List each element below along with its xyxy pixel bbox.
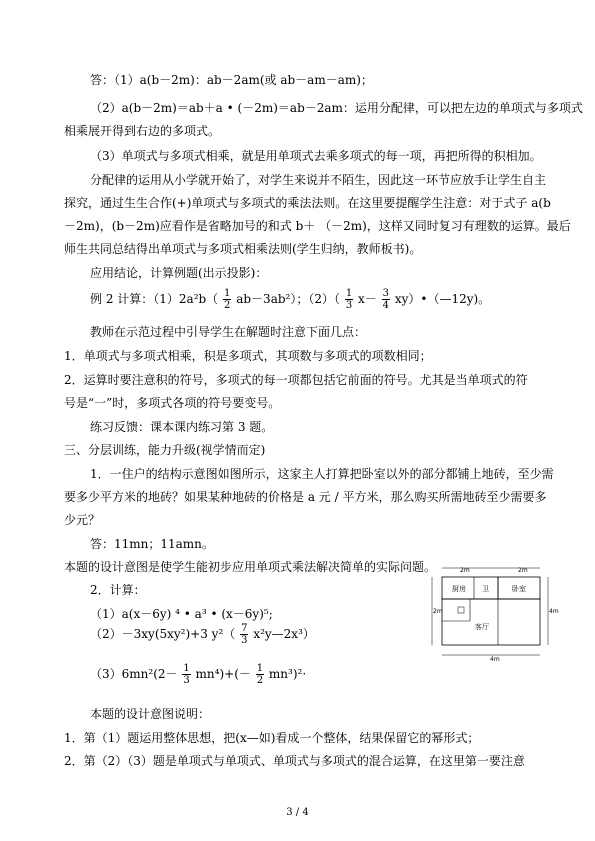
intent-point-1: 1．第（1）题运用整体思想，把(x—如)看成一个整体，结果保留它的幂形式； [64, 731, 480, 745]
answer-3: （3）单项式与多项式相乘，就是用单项式去乘多项式的每一项，再把所得的积相加。 [90, 149, 542, 163]
fraction: $\frac{1}{3}$ [345, 288, 353, 311]
fraction: $\frac{1}{2}$ [224, 288, 231, 311]
para-line-2: 探究，通过生生合作(+)单项式与多项式的乘法法则。在这里要提醒学生注意：对于式子 a(b [64, 196, 551, 210]
problem-1: 1．一住户的结构示意图如图所示，这家主人打算把卧室以外的部分都铺上地砖，至少需 [90, 467, 554, 481]
problem-1-cont2: 少元？ [64, 513, 101, 527]
apply-conclusion: 应用结论，计算例题(出示投影)： [90, 266, 268, 280]
para-line-4: 师生共同总结得出单项式与多项式相乘法则(学生归纳，教师板书)。 [64, 242, 422, 256]
dim-label: 4m [549, 608, 559, 615]
design-intent-2: 本题的设计意图说明： [90, 707, 211, 721]
point-2-cont: 号是“一”时，多项式各项的符号要变号。 [64, 396, 281, 410]
dim-label: 4m [490, 656, 500, 663]
design-intent-1: 本题的设计意图是使学生能初步应用单项式乘法解决简单的实际问题。 [64, 560, 437, 574]
calc-item-1: （1）a(x－6y) ⁴ • a³ • (x－6y)⁵; [90, 607, 273, 621]
example-2 [90, 285, 490, 313]
problem-2-heading: 2．计算： [90, 583, 146, 597]
room-label-kitchen: 厨房 [452, 585, 466, 593]
fraction: $\frac{1}{3}$ [183, 663, 190, 686]
floor-plan-diagram [430, 563, 559, 663]
room-label-bathroom: 卫 [482, 585, 489, 593]
point-2: 2．运算时要注意积的符号，多项式的每一项都包括它前面的符号。尤其是当单项式的符 [64, 373, 528, 387]
para-line-3: －2m)，(b－2m)应看作是省略加号的和式 b＋ （－2m)，这样又同时复习有理数的运算。最后 [64, 219, 571, 233]
problem-1-cont: 要多少平方米的地砖？如果某种地砖的价格是 a 元 / 平方米，那么购买所需地砖至少需要多 [64, 490, 547, 504]
answer-1: 答：（1）a(b－2m)：ab－2am(或 ab－am－am)； [90, 73, 373, 87]
fraction: $\frac{1}{2}$ [256, 663, 264, 686]
dim-label: 2m [460, 567, 470, 574]
dim-label: 2m [433, 608, 443, 615]
answer-2: （2）a(b－2m)＝ab＋a • (－2m)＝ab－2am：运用分配律，可以把左边的单项式与多项式 [90, 101, 583, 115]
calc-item-3: （3）6mn²(2－ $\frac{1}{3}$ mn⁴)+(－ $\frac{1}{2}$ mn³)²· [90, 663, 307, 686]
example-2-mid: ab－3ab²）；（2）（ [236, 292, 340, 306]
answer-2-cont: 相乘展开得到右边的多项式。 [64, 124, 221, 138]
dim-label: 2m [518, 567, 528, 574]
calc-item-2: （2）－3xy(5xy²)+3 y²（ $\frac{7}{3}$ x²y—2x³） [90, 623, 315, 646]
example-2-prefix: 例 2 计算：（1）2a²b（ [90, 292, 219, 306]
practice-feedback: 练习反馈：课本课内练习第 3 题。 [90, 420, 274, 434]
page-number: 3 / 4 [286, 807, 309, 818]
room-label-living: 客厅 [475, 623, 489, 631]
problem-1-answer: 答：11mn；11amn。 [90, 537, 214, 551]
point-1: 1．单项式与多项式相乘，积是多项式，其项数与多项式的项数相同； [64, 349, 432, 363]
example-2-suffix: xy）•（—12y)。 [394, 292, 491, 306]
intent-point-2: 2．第（2）（3）题是单项式与单项式、单项式与多项式的混合运算，在这里第一要注意 [64, 754, 525, 768]
room-label-bedroom: 卧室 [512, 585, 526, 593]
section-3-heading: 三、分层训练，能力升级(视学情而定) [64, 443, 266, 457]
fraction: $\frac{7}{3}$ [241, 623, 248, 646]
example-2-mid2: x－ [358, 292, 377, 306]
para-distributive: 分配律的运用从小学就开始了，对学生来说并不陌生，因此这一环节应放手让学生自主 [90, 173, 547, 187]
teacher-note: 教师在示范过程中引导学生在解题时注意下面几点： [90, 325, 367, 339]
fraction: $\frac{3}{4}$ [382, 288, 389, 311]
